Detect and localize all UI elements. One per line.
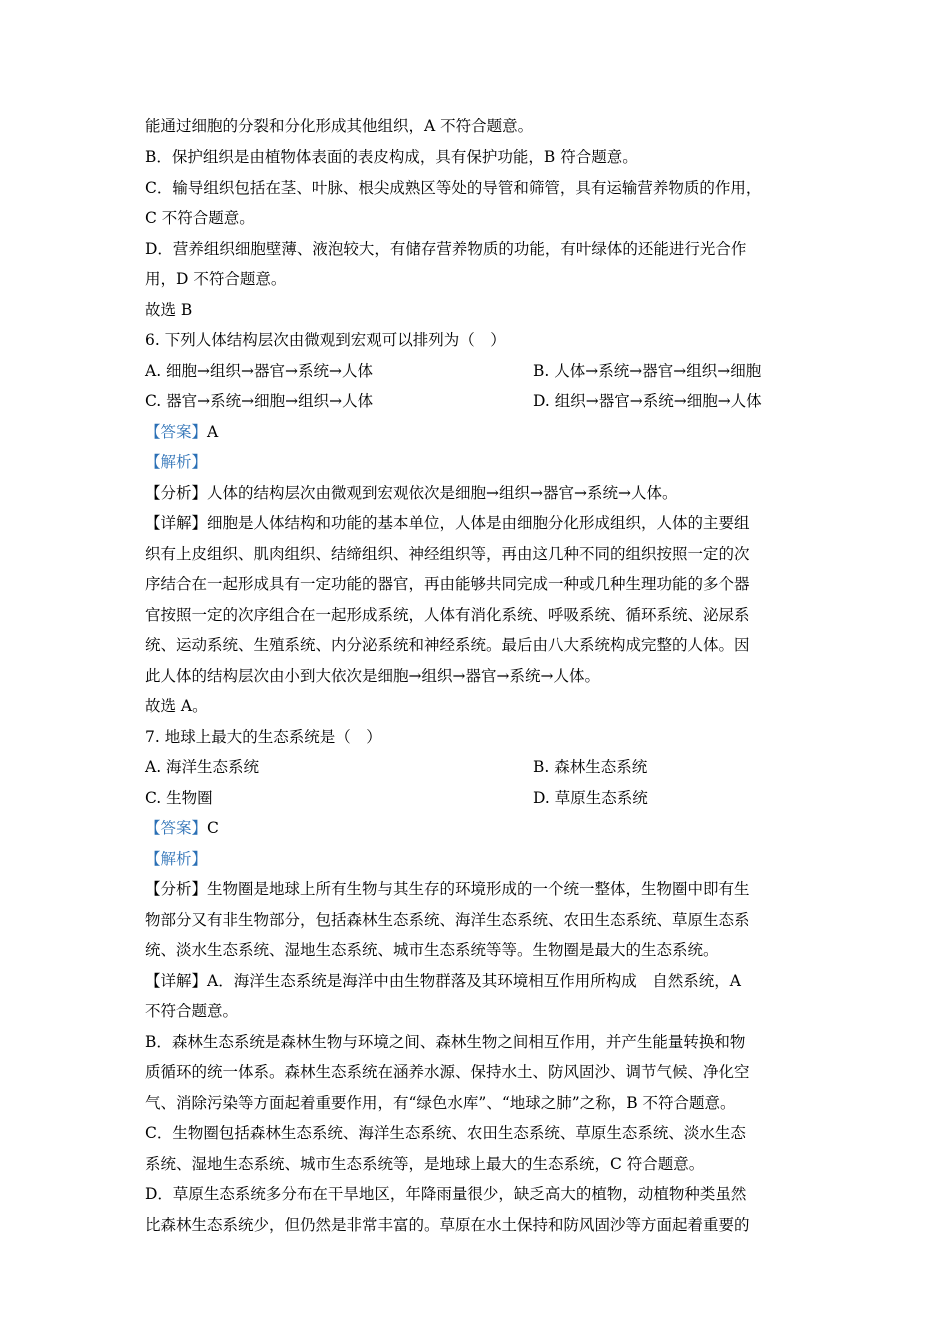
option-d: D. 草原生态系统 (533, 789, 648, 807)
text-line: 系统、湿地生态系统、城市生态系统等，是地球上最大的生态系统，C 符合题意。 (145, 1155, 705, 1173)
xiangjie-line (145, 970, 815, 992)
conclusion-line: 故选 A。 (145, 697, 208, 715)
text-line: 统、运动系统、生殖系统、内分泌系统和神经系统。最后由八大系统构成完整的人体。因 (145, 636, 750, 654)
text-line: 故选 B (145, 301, 193, 319)
question-6-options-row-2 (145, 390, 815, 412)
analysis-tag: 【解析】 (145, 850, 208, 868)
answer-value: C (207, 819, 219, 837)
answer-line (145, 817, 815, 839)
text-line: 质循环的统一体系。森林生态系统在涵养水源、保持水土、防风固沙、调节气候、净化空 (145, 1063, 750, 1081)
text-line: B．森林生态系统是森林生物与环境之间、森林生物之间相互作用，并产生能量转换和物 (145, 1033, 746, 1051)
text-line: 此人体的结构层次由小到大依次是细胞→组织→器官→系统→人体。 (145, 667, 600, 685)
text-line: 气、消除污染等方面起着重要作用，有“绿色水库”、“地球之肺”之称，B 不符合题意。 (145, 1094, 736, 1112)
analysis-tag: 【解析】 (145, 453, 208, 471)
analysis-heading (145, 848, 815, 870)
xiangjie-text: 细胞是人体结构和功能的基本单位，人体是由细胞分化形成组织，人体的主要组 (207, 514, 750, 532)
text-line: 统、淡水生态系统、湿地生态系统、城市生态系统等等。生物圈是最大的生态系统。 (145, 941, 719, 959)
xiangjie-line (145, 512, 815, 534)
text-line: D．营养组织细胞壁薄、液泡较大，有储存营养物质的功能，有叶绿体的还能进行光合作 (145, 240, 747, 258)
option-d: D. 组织→器官→系统→细胞→人体 (533, 392, 762, 410)
fenxi-text: 生物圈是地球上所有生物与其生存的环境形成的一个统一整体，生物圈中即有生 (207, 880, 750, 898)
text-line: 序结合在一起形成具有一定功能的器官，再由能够共同完成一种或几种生理功能的多个器 (145, 575, 750, 593)
text-line: B．保护组织是由植物体表面的表皮构成，具有保护功能，B 符合题意。 (145, 148, 638, 166)
answer-tag: 【答案】 (145, 819, 208, 837)
text-line: C．输导组织包括在茎、叶脉、根尖成熟区等处的导管和筛管，具有运输营养物质的作用， (145, 179, 762, 197)
text-line: 物部分又有非生物部分，包括森林生态系统、海洋生态系统、农田生态系统、草原生态系 (145, 911, 750, 929)
option-c: C. 生物圈 (145, 789, 213, 807)
text-line: C．生物圈包括森林生态系统、海洋生态系统、农田生态系统、草原生态系统、淡水生态 (145, 1124, 746, 1142)
answer-tag: 【答案】 (145, 423, 208, 441)
fenxi-tag: 【分析】 (145, 484, 208, 502)
text-line: D．草原生态系统多分布在干旱地区，年降雨量很少，缺乏高大的植物，动植物种类虽然 (145, 1185, 747, 1203)
text-line: 不符合题意。 (145, 1002, 239, 1020)
xiangjie-tag: 【详解】 (145, 514, 208, 532)
text-line: 官按照一定的次序组合在一起形成系统，人体有消化系统、呼吸系统、循环系统、泌尿系 (145, 606, 750, 624)
fenxi-line (145, 878, 815, 900)
question-6-options-row-1 (145, 360, 815, 382)
answer-value: A (207, 423, 219, 441)
question-7-options-row-2 (145, 787, 815, 809)
option-b: B. 人体→系统→器官→组织→细胞 (533, 362, 762, 380)
option-c: C. 器官→系统→细胞→组织→人体 (145, 392, 374, 410)
text-line: 比森林生态系统少，但仍然是非常丰富的。草原在水土保持和防风固沙等方面起着重要的 (145, 1216, 750, 1234)
xiangjie-tag: 【详解】 (145, 972, 208, 990)
question-7-stem: 7. 地球上最大的生态系统是（ ） (145, 728, 382, 746)
fenxi-line (145, 482, 815, 504)
text-line: C 不符合题意。 (145, 209, 255, 227)
text-line: 用，D 不符合题意。 (145, 270, 287, 288)
text-line: 能通过细胞的分裂和分化形成其他组织，A 不符合题意。 (145, 117, 534, 135)
xiangjie-text: A．海洋生态系统是海洋中由生物群落及其环境相互作用所构成 自然系统，A (207, 972, 741, 990)
question-7-options-row-1 (145, 756, 815, 778)
answer-line (145, 421, 815, 443)
option-a: A. 细胞→组织→器官→系统→人体 (145, 362, 373, 380)
analysis-heading (145, 451, 815, 473)
question-6-stem: 6. 下列人体结构层次由微观到宏观可以排列为（ ） (145, 331, 506, 349)
text-line: 织有上皮组织、肌肉组织、结缔组织、神经组织等，再由这几种不同的组织按照一定的次 (145, 545, 750, 563)
fenxi-tag: 【分析】 (145, 880, 208, 898)
option-a: A. 海洋生态系统 (145, 758, 260, 776)
fenxi-text: 人体的结构层次由微观到宏观依次是细胞→组织→器官→系统→人体。 (207, 484, 678, 502)
option-b: B. 森林生态系统 (533, 758, 648, 776)
